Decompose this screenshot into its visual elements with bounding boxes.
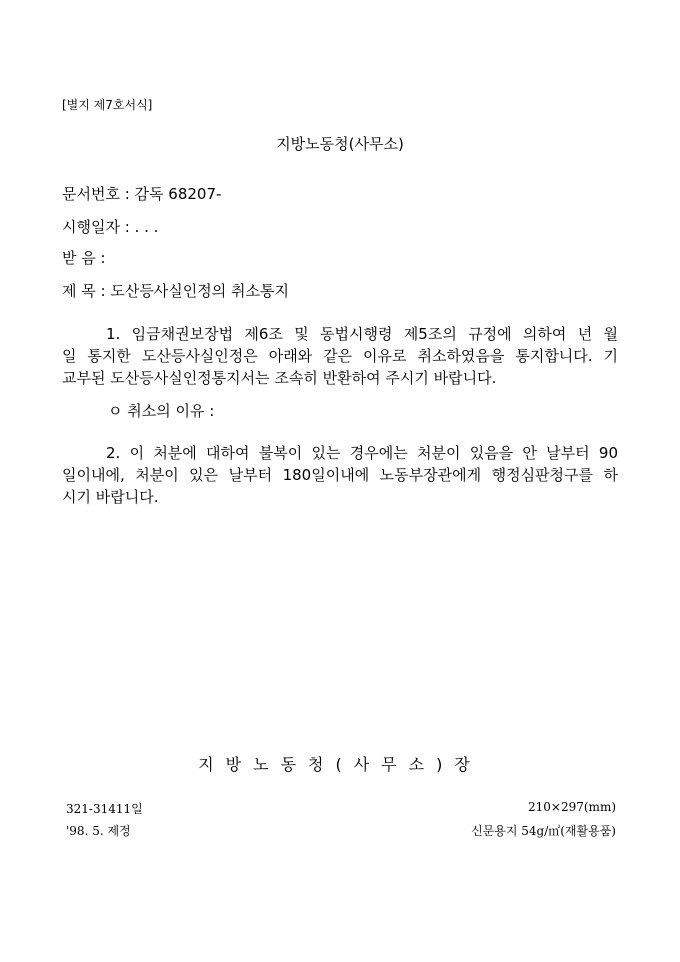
- form-code: 321-31411일: [66, 802, 143, 816]
- office-title: 지방노동청(사무소): [276, 135, 404, 153]
- effective-date-field: 시행일자 : . . .: [62, 218, 159, 236]
- paragraph-2-line-2: 일이내에, 처분이 있은 날부터 180일이내에 노동부장관에게 행정심판청구를 하: [62, 466, 618, 484]
- recipient-field: 받 음 :: [62, 249, 106, 267]
- paragraph-1-line-3: 교부된 도산등사실인정통지서는 조속히 반환하여 주시기 바랍니다.: [62, 369, 497, 387]
- paragraph-1-line-1: 1. 임금채권보장법 제6조 및 동법시행령 제5조의 규정에 의하여 년 월: [106, 325, 618, 343]
- paper-spec: 신문용지 54g/㎡(재활용품): [471, 824, 616, 838]
- doc-number-field: 문서번호 : 감독 68207-: [62, 185, 222, 203]
- paragraph-2: [62, 442, 618, 508]
- form-label: [별지 제7호서식]: [62, 98, 153, 112]
- paper-size: 210×297(mm): [528, 800, 616, 814]
- paragraph-1: [62, 323, 618, 389]
- enacted-date: '98. 5. 제정: [66, 824, 131, 838]
- paragraph-2-line-1: 2. 이 처분에 대하여 불복이 있는 경우에는 처분이 있음을 안 날부터 90: [106, 444, 618, 462]
- paragraph-1-line-2: 일 통지한 도산등사실인정은 아래와 같은 이유로 취소하였음을 통지합니다. 기: [62, 347, 618, 365]
- cancellation-reason: ㅇ 취소의 이유 :: [108, 402, 215, 420]
- footer-office-signature: 지방노동청(사무소)장: [198, 755, 482, 774]
- paragraph-2-line-3: 시기 바랍니다.: [62, 488, 159, 506]
- subject-field: 제 목 : 도산등사실인정의 취소통지: [62, 282, 289, 300]
